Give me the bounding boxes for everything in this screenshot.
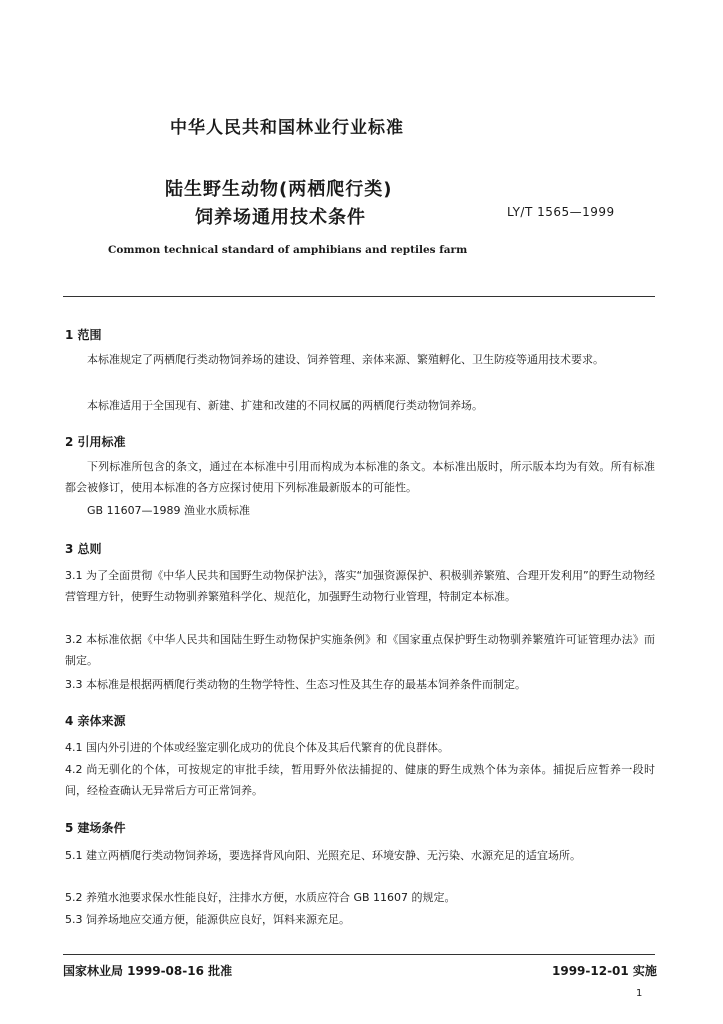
- section-5-para-2: 5.2 养殖水池要求保水性能良好，注排水方便，水质应符合 GB 11607 的规定。: [65, 891, 456, 904]
- issuing-org: 中华人民共和国林业行业标准: [170, 118, 404, 138]
- section-4-heading: 4 亲体来源: [65, 714, 126, 728]
- section-4-para-1: 4.1 国内外引进的个体或经鉴定驯化成功的优良个体及其后代繁育的优良群体。: [65, 741, 449, 754]
- section-3-para-3: 3.3 本标准是根据两栖爬行类动物的生物学特性、生态习性及其生存的最基本饲养条件而制定。: [65, 678, 526, 691]
- section-2-para-1: 下列标准所包含的条文，通过在本标准中引用而构成为本标准的条文。本标准出版时，所示版本均为有效。所有标准都会被修订，使用本标准的各方应探讨使用下列标准最新版本的可能性。: [65, 460, 655, 494]
- page-number: 1: [636, 988, 643, 999]
- section-4-para-2: 4.2 尚无驯化的个体，可按规定的审批手续，暂用野外依法捕捉的、健康的野生成熟个体为亲体。捕捉后应暂养一段时间，经检查确认无异常后方可正常饲养。: [65, 763, 655, 797]
- standard-code: LY/T 1565—1999: [507, 205, 615, 219]
- section-5-para-1: 5.1 建立两栖爬行类动物饲养场，要选择背风向阳、光照充足、环境安静、无污染、水源充足的适宜场所。: [65, 849, 581, 862]
- section-1-para-2: 本标准适用于全国现有、新建、扩建和改建的不同权属的两栖爬行类动物饲养场。: [87, 399, 483, 412]
- section-5-heading: 5 建场条件: [65, 821, 126, 835]
- approval-info: 国家林业局 1999-08-16 批准: [63, 964, 233, 978]
- section-3-para-2: 3.2 本标准依据《中华人民共和国陆生野生动物保护实施条例》和《国家重点保护野生动物驯养繁殖许可证管理办法》而制定。: [65, 633, 655, 667]
- section-1-para-1: 本标准规定了两栖爬行类动物饲养场的建设、饲养管理、亲体来源、繁殖孵化、卫生防疫等通用技术要求。: [87, 353, 604, 366]
- section-2-heading: 2 引用标准: [65, 435, 126, 449]
- english-title: Common technical standard of amphibians and reptiles farm: [108, 244, 468, 256]
- section-3-para-1: 3.1 为了全面贯彻《中华人民共和国野生动物保护法》，落实“加强资源保护、积极驯养繁殖、合理开发利用”的野生动物经营管理方针，使野生动物驯养繁殖科学化、规范化，加强野生动物行业管理，特制定本标准。: [65, 569, 655, 603]
- header-rule: [63, 296, 655, 297]
- section-1-heading: 1 范围: [65, 328, 102, 342]
- section-2-reference: GB 11607—1989 渔业水质标准: [87, 504, 251, 517]
- section-5-para-3: 5.3 饲养场地应交通方便，能源供应良好，饵料来源充足。: [65, 913, 350, 926]
- title-line-1: 陆生野生动物(两栖爬行类): [165, 179, 393, 200]
- title-line-2: 饲养场通用技术条件: [195, 207, 366, 228]
- implementation-date: 1999-12-01 实施: [552, 964, 657, 978]
- section-3-heading: 3 总则: [65, 542, 102, 556]
- footer-rule: [63, 954, 655, 955]
